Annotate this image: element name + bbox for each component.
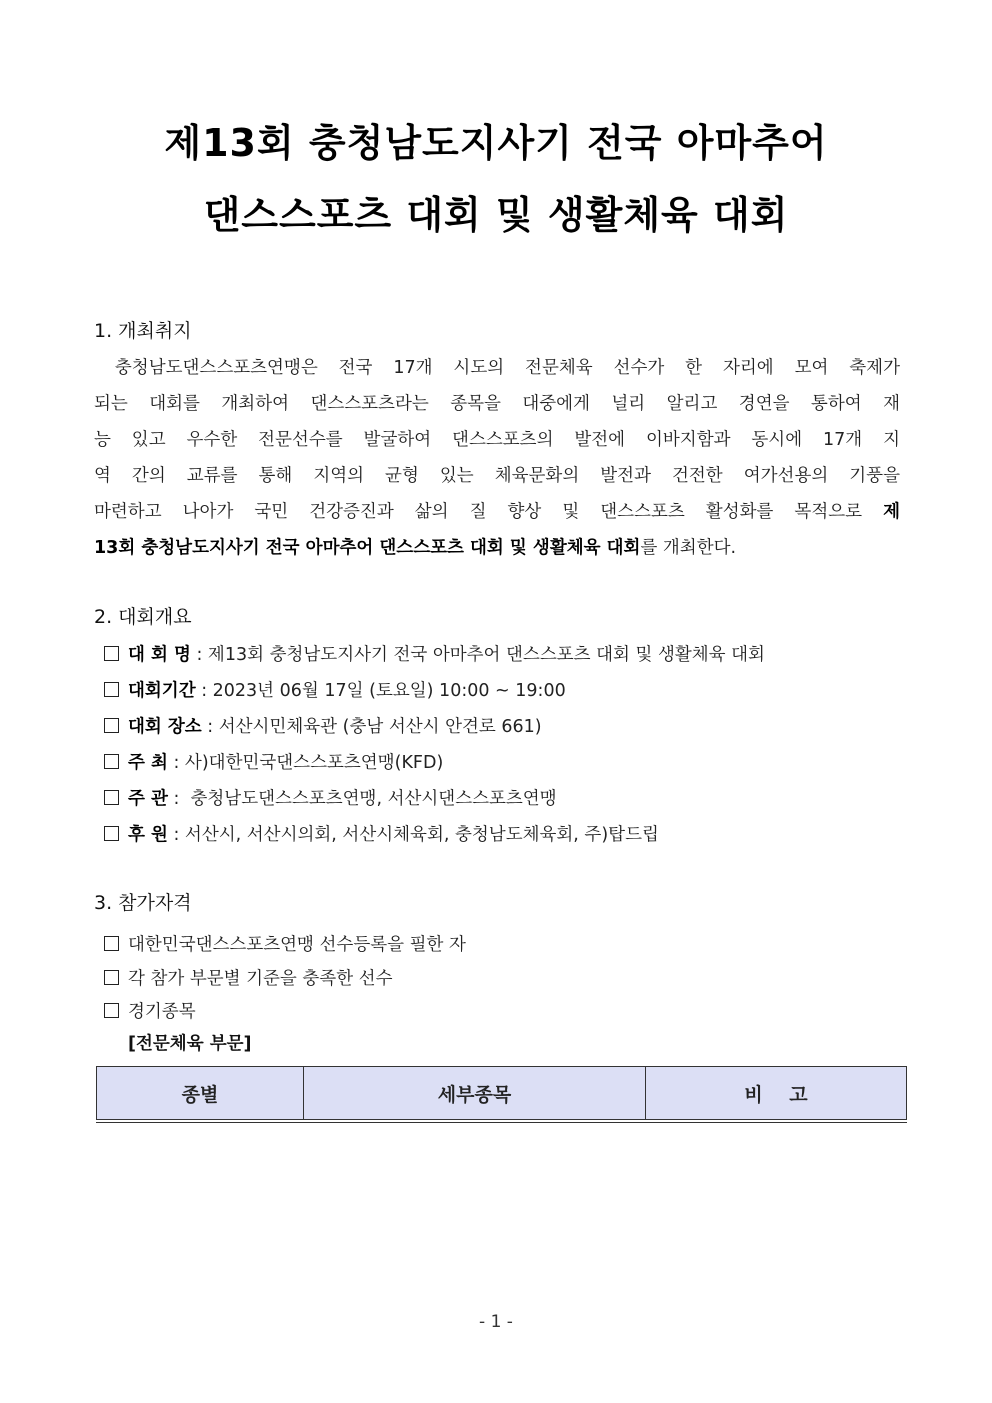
overview-item-venue (104, 713, 542, 738)
overview-value: : 서산시민체육관 (충남 서산시 안견로 661) (201, 717, 542, 737)
overview-item-sponsor (104, 821, 659, 846)
overview-label: 주 관 (128, 789, 168, 809)
checkbox-icon (104, 718, 119, 733)
page-number: - 1 - (479, 1312, 513, 1332)
overview-item-organizer (104, 785, 557, 810)
table-bottom-rule (96, 1122, 907, 1123)
checkbox-icon (104, 1003, 119, 1018)
table-header-category: 종별 (97, 1067, 304, 1120)
checkbox-icon (104, 790, 119, 805)
table-subheading: [전문체육 부문] (128, 1034, 252, 1054)
paragraph-line: 역 간의 교류를 통해 지역의 균형 있는 체육문화의 발전과 건전한 여가선용의 기풍을 (94, 466, 900, 486)
table-header-row (97, 1067, 907, 1120)
eligibility-text: 각 참가 부문별 기준을 충족한 선수 (128, 969, 393, 989)
overview-item-host (104, 749, 443, 774)
eligibility-item (104, 965, 392, 990)
checkbox-icon (104, 936, 119, 951)
event-table (96, 1066, 907, 1120)
overview-item-name (104, 641, 765, 666)
paragraph-line: 되는 대회를 개최하여 댄스스포츠라는 종목을 대중에게 널리 알리고 경연을 통하여 재 (94, 394, 900, 414)
document-title-line1: 제13회 충청남도지사기 전국 아마추어 (164, 121, 828, 165)
bold-event-name-part2: 13회 충청남도지사기 전국 아마추어 댄스스포츠 대회 및 생활체육 대회 (94, 538, 641, 558)
table-header-detail: 세부종목 (304, 1067, 646, 1120)
section3-heading: 3. 참가자격 (94, 892, 192, 914)
eligibility-item (104, 998, 196, 1023)
section1-paragraph (94, 350, 900, 566)
paragraph-last-line (94, 530, 900, 566)
overview-value: : 2023년 06월 17일 (토요일) 10:00 ~ 19:00 (195, 681, 566, 701)
section2-heading: 2. 대회개요 (94, 606, 192, 628)
checkbox-icon (104, 754, 119, 769)
overview-label: 대회기간 (128, 681, 196, 701)
overview-item-period (104, 677, 566, 702)
paragraph-ending: 를 개최한다. (640, 538, 737, 558)
overview-label: 대 회 명 (128, 645, 191, 665)
bold-event-name-part1: 제 (883, 502, 900, 522)
section1-heading: 1. 개최취지 (94, 320, 192, 342)
paragraph-line: 마련하고 나아가 국민 건강증진과 삶의 질 향상 및 댄스스포츠 활성화를 목적으로 (94, 502, 863, 522)
checkbox-icon (104, 970, 119, 985)
overview-label: 주 최 (128, 753, 168, 773)
eligibility-item (104, 931, 466, 956)
overview-label: 후 원 (128, 825, 168, 845)
overview-value: : 제13회 충청남도지사기 전국 아마추어 댄스스포츠 대회 및 생활체육 대회 (190, 645, 765, 665)
document-title-line2: 댄스스포츠 대회 및 생활체육 대회 (203, 193, 789, 237)
paragraph-line-with-tail (94, 494, 900, 530)
table-header-remarks: 비 고 (646, 1067, 907, 1120)
paragraph-line: 능 있고 우수한 전문선수를 발굴하여 댄스스포츠의 발전에 이바지함과 동시에 17개 지 (94, 430, 900, 450)
checkbox-icon (104, 682, 119, 697)
eligibility-text: 대한민국댄스스포츠연맹 선수등록을 필한 자 (128, 935, 466, 955)
paragraph-line: 충청남도댄스스포츠연맹은 전국 17개 시도의 전문체육 선수가 한 자리에 모여 축제가 (94, 358, 900, 378)
overview-label: 대회 장소 (128, 717, 202, 737)
checkbox-icon (104, 646, 119, 661)
overview-value: : 충청남도댄스스포츠연맹, 서산시댄스스포츠연맹 (167, 789, 557, 809)
eligibility-text: 경기종목 (128, 1002, 196, 1022)
checkbox-icon (104, 826, 119, 841)
overview-value: : 서산시, 서산시의회, 서산시체육회, 충청남도체육회, 주)탑드립 (167, 825, 659, 845)
overview-value: : 사)대한민국댄스스포츠연맹(KFD) (167, 753, 444, 773)
